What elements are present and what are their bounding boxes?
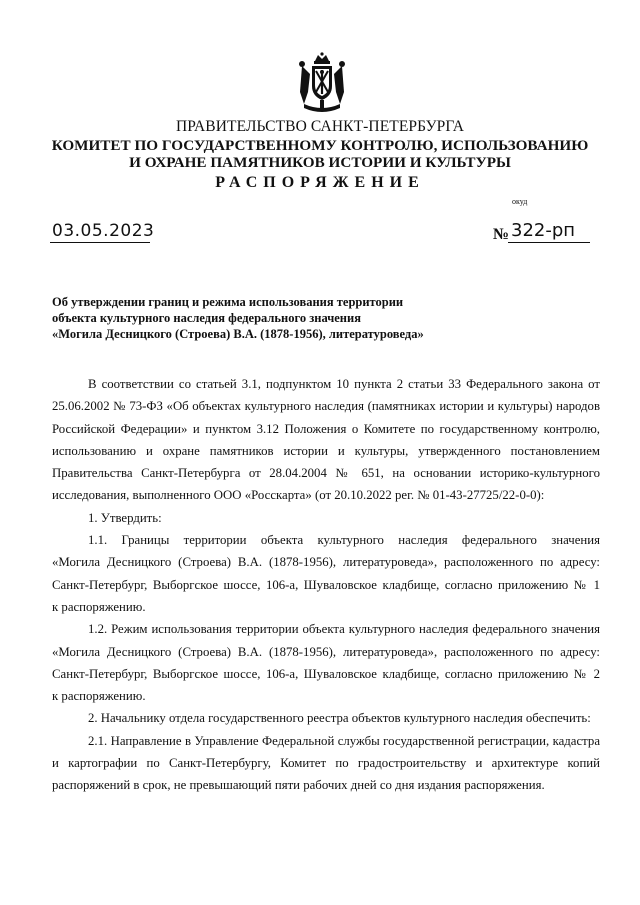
item-2: 2. Начальнику отдела государственного реестра объектов культурного наследия обеспечить: xyxy=(88,711,591,726)
item-1-2-line: к распоряжению. xyxy=(52,689,146,704)
preamble-line: Правительства Санкт-Петербурга от 28.04.2004 № 651, на основании историко-культурного xyxy=(52,466,600,481)
preamble-line: 25.06.2002 № 73-ФЗ «Об объектах культурного наследия (памятниках истории и культуры) народов xyxy=(52,399,600,414)
item-1-1-line: к распоряжению. xyxy=(52,599,146,614)
preamble-line: Российской Федерации» и пунктом 3.12 Положения о Комитете по государственному контролю, xyxy=(52,421,600,436)
item-1-1-line: Санкт-Петербург, Выборгское шоссе, 106-а, Шуваловское кладбище, согласно приложению № 1 xyxy=(52,577,600,592)
item-1-1-line: 1.1. Границы территории объекта культурного наследия федерального значения xyxy=(88,533,600,548)
okud-label: окуд xyxy=(512,197,528,206)
committee-name-line1: КОМИТЕТ ПО ГОСУДАРСТВЕННОМУ КОНТРОЛЮ, ИСПОЛЬЗОВАНИЮ xyxy=(51,137,589,154)
item-1-2-line: «Могила Десницкого (Строева) В.А. (1878-1956), литературоведа», расположенного по адресу: xyxy=(52,644,600,659)
document-type-title: РАСПОРЯЖЕНИЕ xyxy=(215,174,425,191)
preamble-line: В соответствии со статьей 3.1, подпунктом 10 пункта 2 статьи 33 Федерального закона от xyxy=(88,377,600,391)
item-1-1-line: «Могила Десницкого (Строева) В.А. (1878-1956), литературоведа», расположенного по адресу: xyxy=(52,555,600,570)
government-name: ПРАВИТЕЛЬСТВО САНКТ-ПЕТЕРБУРГА xyxy=(175,118,465,135)
item-1-2-line: Санкт-Петербург, Выборгское шоссе, 106-а, Шуваловское кладбище, согласно приложению № 2 xyxy=(52,666,600,681)
number-sign: № xyxy=(493,226,510,243)
subject-line: «Могила Десницкого (Строева) В.А. (1878-1956), литературоведа» xyxy=(52,327,424,341)
coat-of-arms-icon xyxy=(296,52,348,116)
committee-name-line2: И ОХРАНЕ ПАМЯТНИКОВ ИСТОРИИ И КУЛЬТУРЫ xyxy=(129,154,511,171)
item-1: 1. Утвердить: xyxy=(88,510,162,525)
item-2-1-line: 2.1. Направление в Управление Федеральной службы государственной регистрации, кадастра xyxy=(88,733,600,748)
handwritten-date: 03.05.2023 xyxy=(52,221,155,241)
subject-line: объекта культурного наследия федерального значения xyxy=(52,311,361,325)
item-1-2-line: 1.2. Режим использования территории объекта культурного наследия федерального значения xyxy=(88,622,600,637)
number-underline xyxy=(508,242,590,243)
preamble-line: использованию и охране памятников истории и культуры, утвержденного постановлением xyxy=(52,443,600,458)
date-underline xyxy=(50,242,150,243)
subject-line: Об утверждении границ и режима использования территории xyxy=(52,295,404,309)
item-2-1-line: распоряжений в срок, не превышающий пяти рабочих дней со дня издания распоряжения. xyxy=(52,778,545,793)
preamble-line: исследования, выполненного ООО «Росскарта» (от 20.10.2022 рег. № 01-43-27725/22-0-0): xyxy=(52,488,545,503)
document-subject xyxy=(52,294,424,342)
document-body xyxy=(52,373,600,797)
handwritten-number: 322-рп xyxy=(511,220,576,241)
item-2-1-line: и картографии по Санкт-Петербургу, Комитет по градостроительству и архитектуре копий xyxy=(52,756,600,771)
